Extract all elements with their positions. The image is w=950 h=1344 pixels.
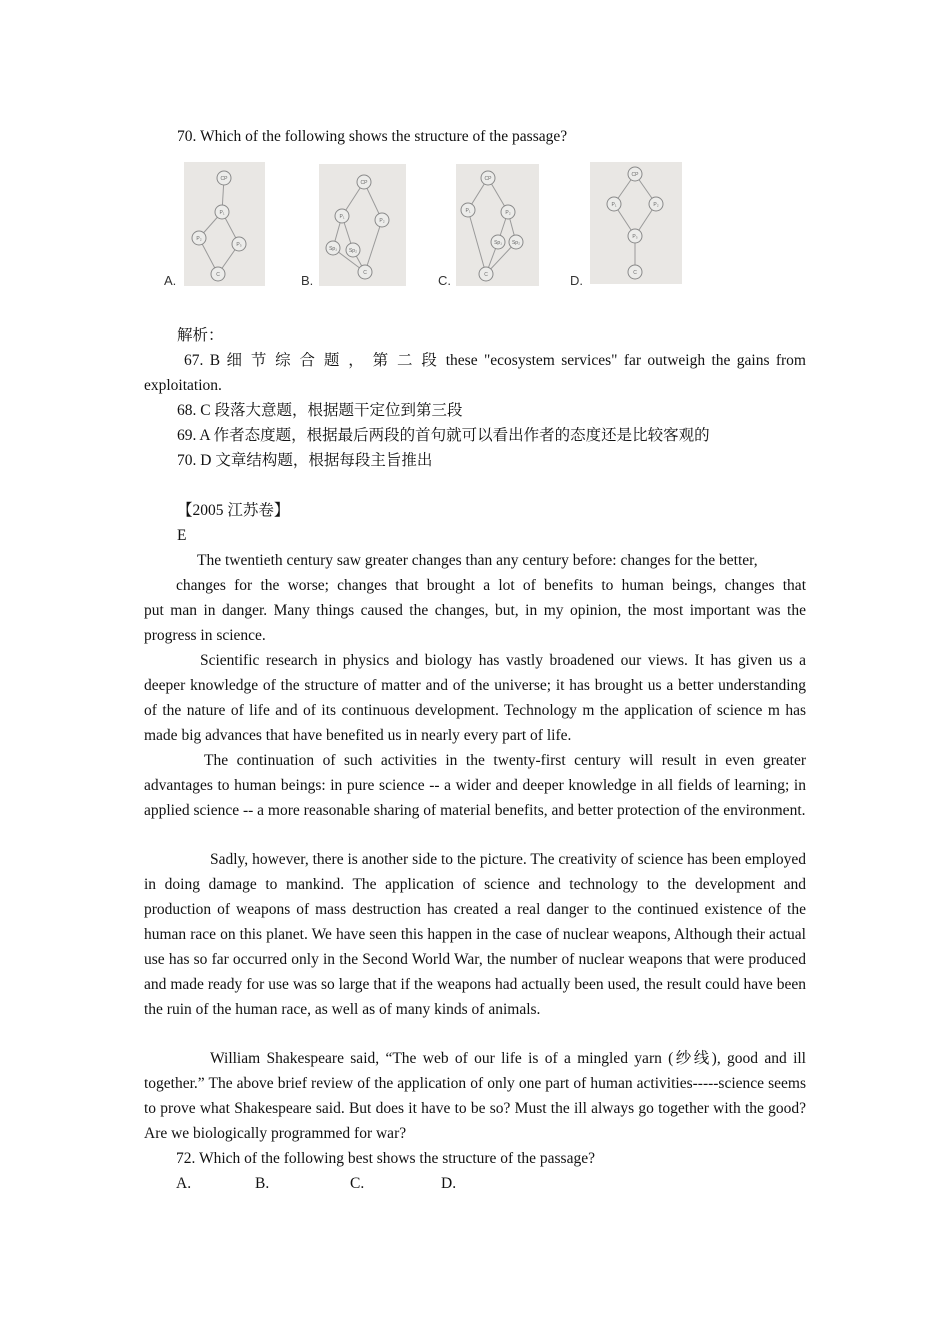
section-title: 【2005 江苏卷】: [177, 502, 290, 519]
q72-option-d: D.: [441, 1175, 457, 1192]
svg-text:P₂: P₂: [505, 210, 511, 216]
svg-text:C: C: [363, 270, 367, 276]
answer-67: 67. B 细 节 综 合 题 ， 第 二 段 these "ecosystem services" far outweigh the gains from exploitation.: [144, 352, 806, 394]
svg-text:CP: CP: [360, 180, 368, 186]
svg-text:P₃: P₃: [632, 234, 638, 240]
svg-text:P₁: P₁: [219, 210, 225, 216]
svg-text:CP: CP: [220, 176, 228, 182]
diagram-b-graph: [319, 164, 406, 286]
passage-p3: The continuation of such activities in the twenty-first century will result in even greater advantages to human beings: in pure science -- a wider and deeper knowledge in all fields of learning; in applied science -- a more reasonable sharing of material benefits, and better protection of the environment.: [144, 752, 806, 819]
svg-text:P₁: P₁: [465, 208, 471, 214]
svg-text:CP: CP: [484, 176, 492, 182]
q72-option-a: A.: [176, 1175, 192, 1192]
option-c-label: C.: [438, 273, 451, 288]
option-b-label: B.: [301, 273, 314, 288]
passage-p4: Sadly, however, there is another side to the picture. The creativity of science has been employed in doing damage to mankind. The application of science and technology to the development and production of weapons of mass destruction has created a real danger to the continued existence of the human race on this planet. We have seen this happen in the case of nuclear weapons, Although their actual use has so far occurred only in the Second World War, the number of nuclear weapons that were produced and made ready for use was so large that if the weapons had actually been used, the result could have been the ruin of the human race, as well as of many kinds of animals.: [144, 851, 806, 1018]
diagram-c-graph: [456, 164, 539, 286]
diagram-a: [184, 162, 265, 286]
section-letter: E: [177, 527, 187, 544]
passage-p1-rest: put man in danger. Many things caused the changes, but, in my opinion, the most important was the progress in science.: [144, 602, 806, 644]
answer-69: 69. A 作者态度题，根据最后两段的首句就可以看出作者的态度还是比较客观的: [177, 427, 710, 444]
svg-text:Sp₁: Sp₁: [494, 240, 502, 246]
diagram-c: [456, 164, 539, 286]
diagram-d-graph: [590, 162, 682, 284]
svg-text:Sp₂: Sp₂: [348, 248, 358, 254]
question-70: 70. Which of the following shows the structure of the passage?: [177, 128, 568, 145]
passage-p2: Scientific research in physics and biology has vastly broadened our views. It has given us a deeper knowledge of the structure of matter and of the universe; it has brought us a better understanding of the nature of life and of its continuous development. Technology m the application of science m has made big advances that have benefited us in nearly every part of life.: [144, 652, 806, 744]
svg-text:Sp₁: Sp₁: [329, 246, 337, 252]
svg-text:C: C: [216, 272, 220, 278]
q72-option-b: B.: [255, 1175, 270, 1192]
q72-option-c: C.: [350, 1175, 365, 1192]
svg-text:P₂: P₂: [653, 202, 659, 208]
answer-68: 68. C 段落大意题，根据题干定位到第三段: [177, 402, 463, 419]
structure-diagrams: [164, 160, 724, 290]
answer-70: 70. D 文章结构题，根据每段主旨推出: [177, 452, 433, 469]
svg-text:C: C: [633, 270, 637, 276]
diagram-a-graph: [184, 162, 265, 286]
svg-text:P₂: P₂: [196, 236, 202, 242]
passage-p1-line2: changes for the worse; changes that brought a lot of benefits to human beings, changes that: [176, 577, 806, 594]
passage-p1-line1: The twentieth century saw greater changes than any century before: changes for the better,: [197, 552, 758, 569]
svg-text:CP: CP: [631, 172, 639, 178]
diagram-d: [590, 162, 682, 284]
passage-p5: William Shakespeare said, “The web of our life is of a mingled yarn (纱线), good and ill together.” The above brief review of the application of only one part of human activities-----science seems to prove what Shakespeare said. But does it have to be so? Must the ill always go together with the good? Are we biologically programmed for war?: [144, 1050, 806, 1142]
diagram-b: [319, 164, 406, 286]
svg-text:P₂: P₂: [379, 218, 385, 224]
analysis-heading: 解析：: [177, 327, 224, 344]
option-a-label: A.: [164, 273, 177, 288]
svg-text:Sp₂: Sp₂: [511, 240, 521, 246]
option-d-label: D.: [570, 273, 583, 288]
svg-text:P₃: P₃: [236, 242, 242, 248]
svg-text:C: C: [484, 272, 488, 278]
svg-text:P₁: P₁: [339, 214, 345, 220]
question-72-options: [176, 1171, 456, 1196]
svg-text:P₁: P₁: [611, 202, 617, 208]
question-72: 72. Which of the following best shows the structure of the passage?: [176, 1150, 595, 1167]
